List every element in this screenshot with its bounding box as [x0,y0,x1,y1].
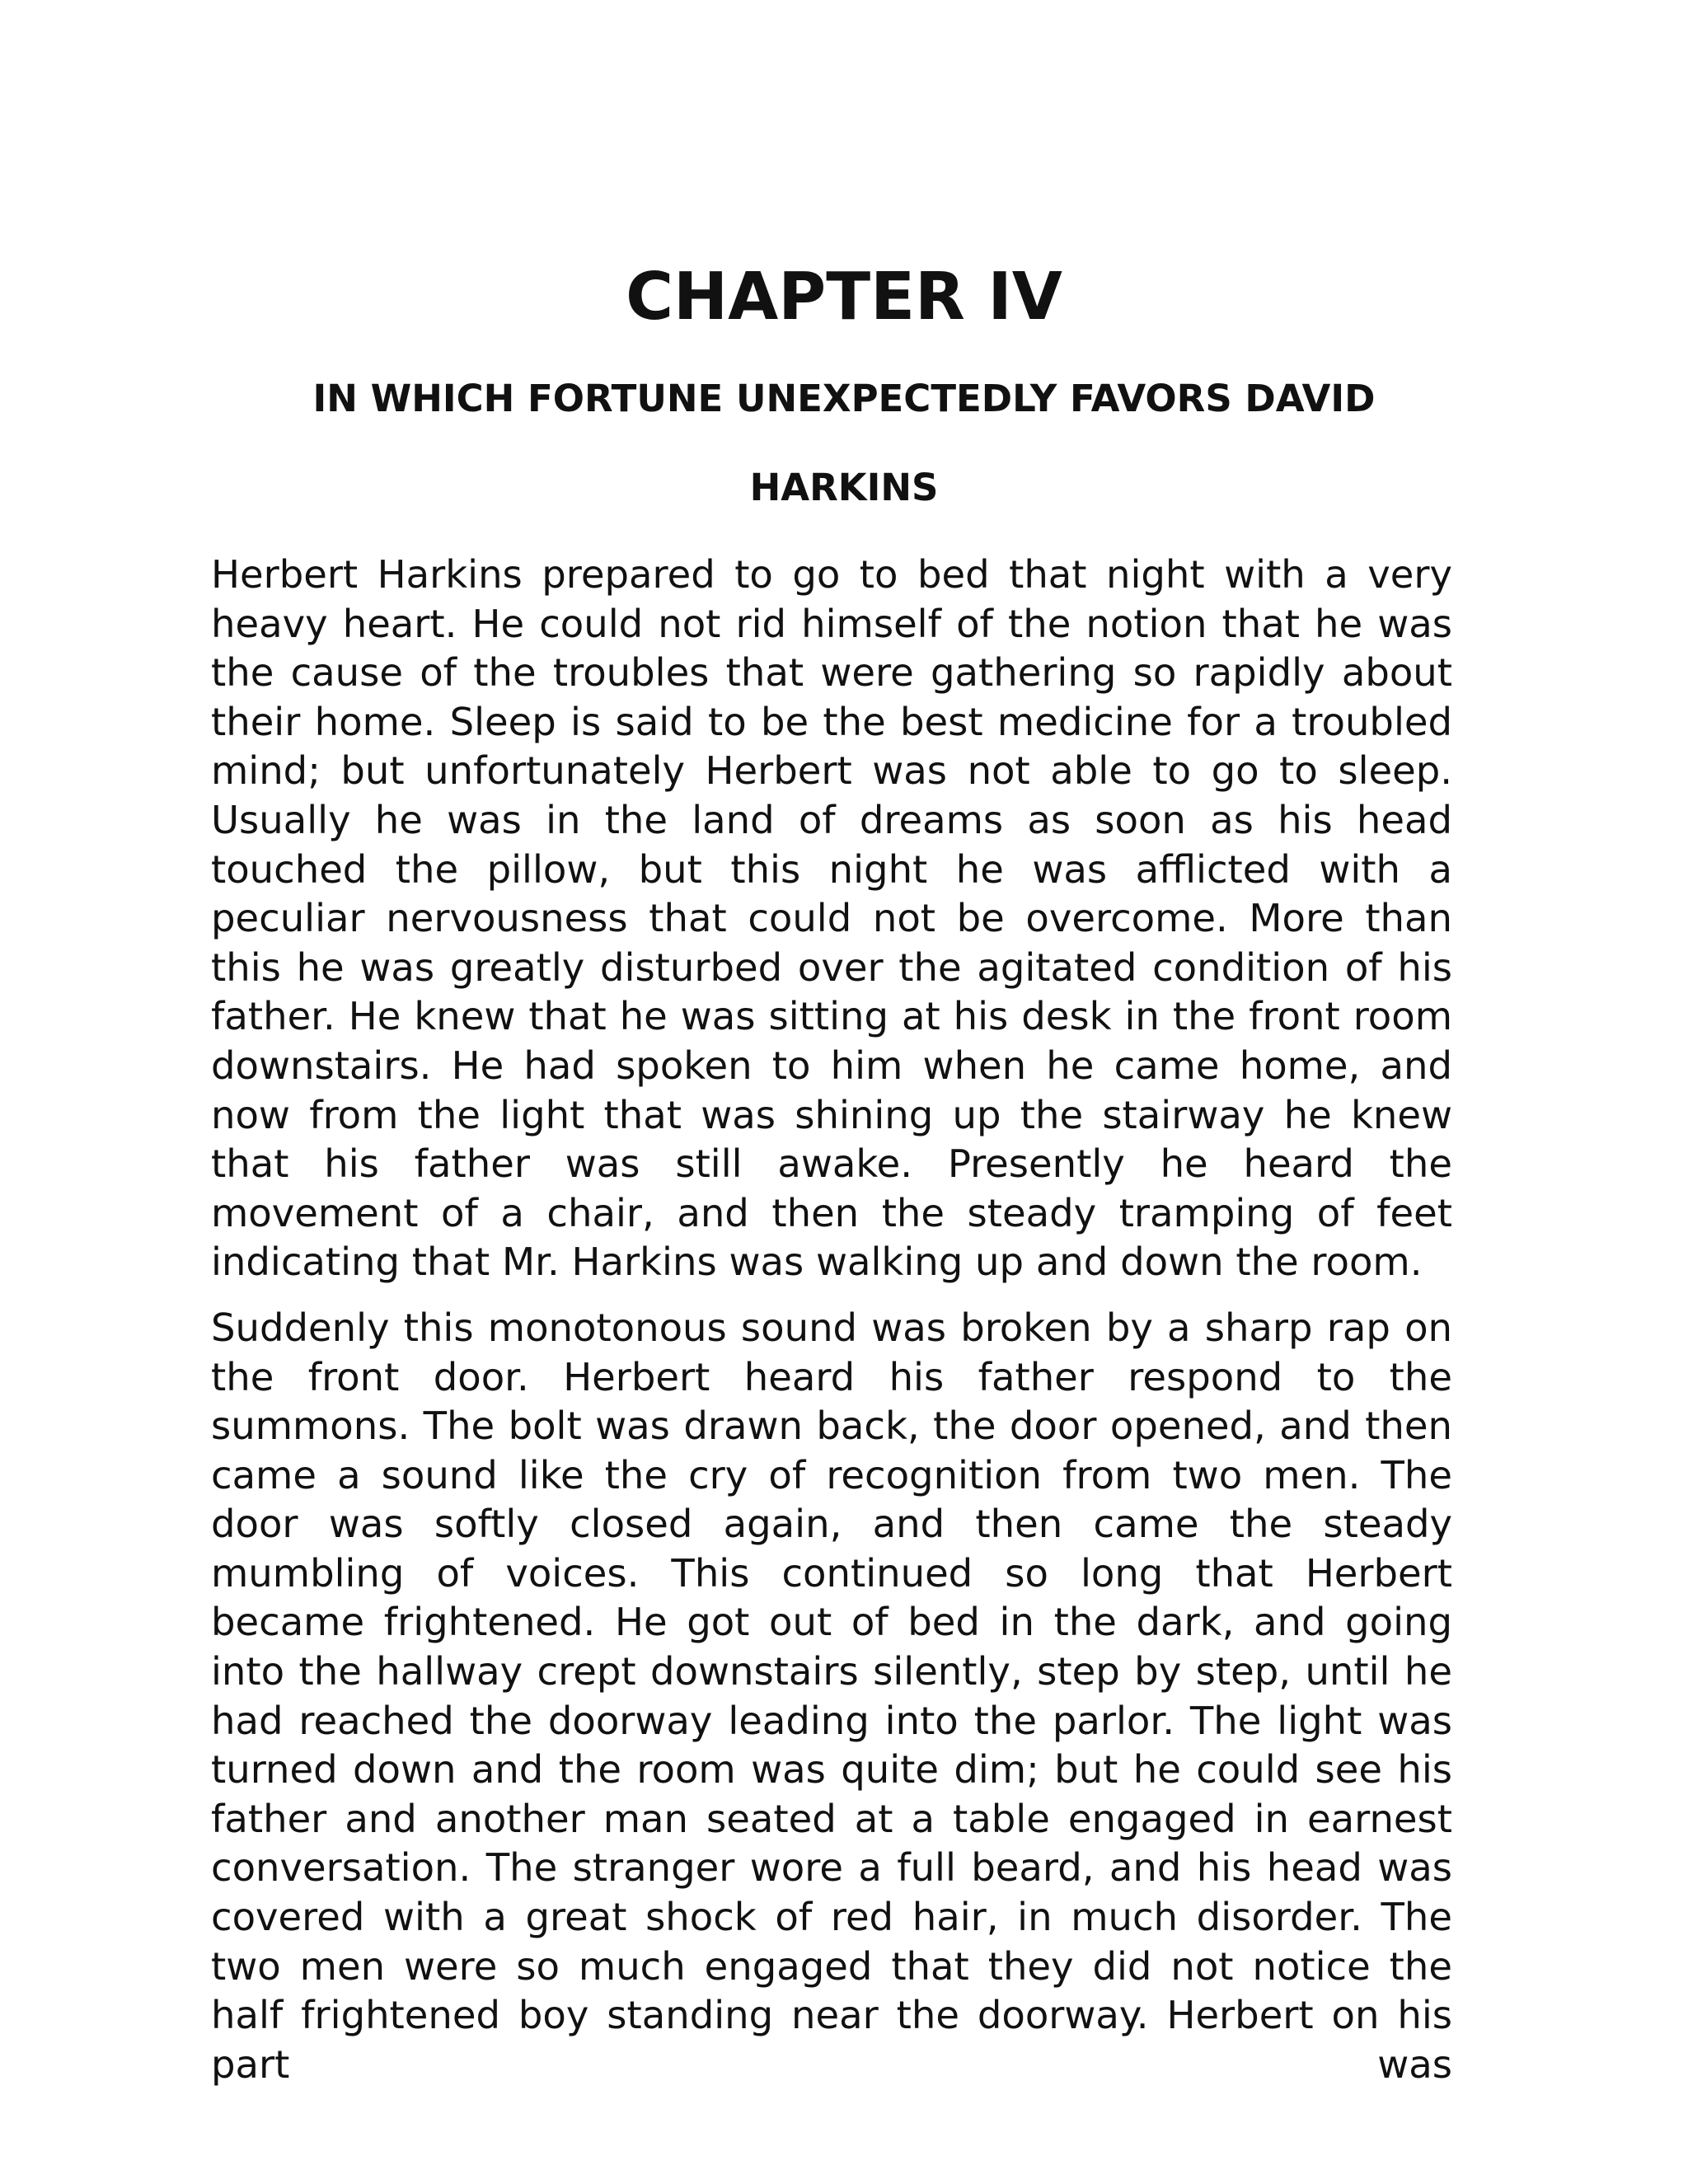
chapter-title: CHAPTER IV [626,259,1062,335]
chapter-subtitle: IN WHICH FORTUNE UNEXPECTEDLY FAVORS DAVID HARKINS [312,377,1376,509]
paragraph-2: Suddenly this monotonous sound was broken by a sharp rap on the front door. Herbert heard his father respond to the summons. The bolt was drawn back, the door opened, and then came a sound like the cry of recognition from two men. The door was softly closed again, and then came the steady mumbling of voices. This continued so long that Herbert became frightened. He got out of bed in the dark, and going into the hallway crept downstairs silently, step by step, until he had reached the doorway leading into the parlor. The light was turned down and the room was quite dim; but he could see his father and another man seated at a table engaged in earnest conversation. The stranger wore a full beard, and his head was covered with a great shock of red hair, in much disorder. The two men were so much engaged that they did not notice the half frightened boy standing near the doorway. Herbert on his part was [211,1305,1452,2087]
paragraph-1: Herbert Harkins prepared to go to bed that night with a very heavy heart. He could not rid himself of the notion that he was the cause of the troubles that were gathering so rapidly about their home. Sleep is said to be the best medicine for a troubled mind; but unfortunately Herbert was not able to go to sleep. Usually he was in the land of dreams as soon as his head touched the pillow, but this night he was afflicted with a peculiar nervousness that could not be overcome. More than this he was greatly disturbed over the agitated condition of his father. He knew that he was sitting at his desk in the front room downstairs. He had spoken to him when he came home, and now from the light that was shining up the stairway he knew that his father was still awake. Presently he heard the movement of a chair, and then the steady tramping of feet indicating that Mr. Harkins was walking up and down the room. [211,552,1452,1285]
chapter-body [211,551,1452,2106]
